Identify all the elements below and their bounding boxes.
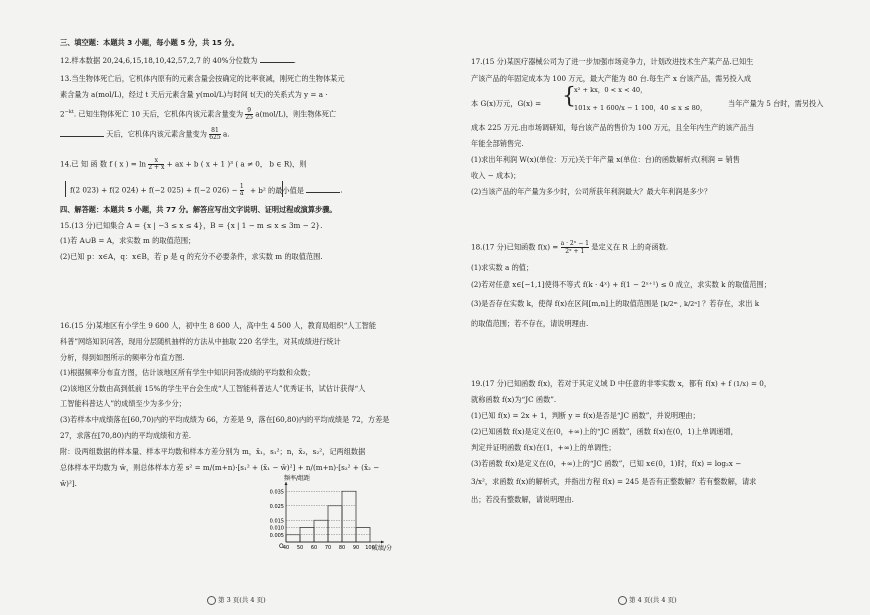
q14-text-d: + b² 的最小值是 [249,185,304,195]
hist-origin: O [279,543,284,550]
q14-fraction: $\frac{x}{2 + x}$ [148,157,165,171]
hist-bar [342,491,356,542]
q13-base: 2 [60,109,65,119]
q17-line4: 成本 225 万元.由市场调研知，每台该产品的售价为 100 万元，且全年内生产的该产品当 [471,123,755,132]
q19-line3: (1)已知 f(x) = 2x + 1，判断 y = f(x)是否是“JC 函数”，并说明理由； [471,411,700,420]
q13-text-e: a. [222,129,230,139]
hist-xtick-label: 50 [296,545,304,551]
q17-case1: x² + kx，0 < x < 40， [574,86,647,94]
q13-line2: 素含量为 a(mol/L)，经过 t 天后元素含量 y(mol/L)与时间 t(天)的关系式为 y = a · [60,90,328,99]
frequency-histogram [268,472,418,554]
hist-y-arrow-icon [285,482,288,485]
footer-mark-icon [207,596,216,605]
answer-blank-14 [306,192,340,193]
q16-line1: 16.(15 分)某地区有小学生 9 600 人，初中生 8 600 人，高中生 4 500 人，教育局组织“人工智能 [60,321,377,330]
q18-line2: (1)求实数 a 的值； [471,263,534,272]
q19-text-b: = 0， [750,379,772,388]
abs-bar-left [65,181,66,197]
q19-text-a: 19.(17 分)已知函数 f(x)，若对于其定义域 D 中任意的非零实数 x，都有 f(x) + f [471,379,732,388]
hist-ytick-label: 0.015 [269,518,284,525]
q16-line11: w̄)²]. [60,479,77,488]
right-page [435,0,870,615]
q16-line5: (2)该地区分数由高到低前 15%的学生平台会生成“人工智能科普达人”优秀证书，试估计获得“人 [60,384,366,393]
section4-header: 四、解答题：本题共 5 小题，共 77 分。解答应写出文字说明、证明过程或演算步骤。 [60,205,337,214]
q16-line3: 分析，得到如图所示的频率分布直方图. [60,353,185,362]
q13-text-b: . 已知生物体死亡 10 天后，它机体内该元素含量变为 [73,109,244,119]
q14-text-a: 14.已 知 函 数 f ( x ) = ln [60,159,147,169]
q17-line3b: 当年产量为 5 台时，需另投入 [728,99,824,108]
q19-line6: (3)若函数 f(x)是定义在(0，+∞)上的“JC 函数”，已知 x∈(0，1)时，f(x) = log₂x − [471,459,742,468]
q19-line1 [471,378,771,390]
q16-line8: 27，求落在[70,80)内的平均成绩和方差. [60,431,192,440]
q19-line4: (2)已知函数 f(x)是定义在(0，+∞)上的“JC 函数”，函数 f(x)在(0，1)上单调递增， [471,427,738,436]
q17-line7: 收入 − 成本)； [471,171,521,180]
q14-text-b: + ax + b ( x + 1 )³ ( a ≠ 0， b ∈ R)，则 [166,159,307,169]
hist-bar [314,520,328,542]
page-footer-right: 第 4 页(共 4 页) [618,595,677,605]
q15-line2: (1)若 A∪B = A，求实数 m 的取值范围； [60,236,196,245]
hist-bar [286,535,300,542]
hist-ytick-label: 0.035 [269,489,284,496]
answer-blank-13 [60,136,104,137]
hist-xtick-label: 100 [365,545,375,551]
q18-line4 [471,298,759,310]
question-12: 12.样本数据 20,24,6,15,18,10,42,57,2,7 的 40%分位数为 . [60,56,296,65]
q13-fraction-9-25: $\frac{9}{25}$ [245,106,253,121]
hist-xlabel: 成绩/分 [372,545,393,552]
q19-line7: 3/x²，求函数 f(x)的解析式，并指出方程 f(x) = 245 是否有正整数解？若有整数解，请求 [471,477,757,486]
q16-line2: 科普”网络知识问答，现用分层随机抽样的方法从中抽取 220 名学生，对其成绩进行统计 [60,337,341,346]
q16-line4: (1)根据频率分布直方图，估计该地区所有学生中知识问答成绩的平均数和众数； [60,368,315,377]
q19-line5: 判定并证明函数 f(x)在(1，+∞)上的单调性； [471,443,616,452]
q14-text-c: f(2 023) + f(2 024) + f(−2 025) + f(−2 026) − [70,185,238,195]
q15-line3: (2)已知 p：x∈A，q：x∈B，若 p 是 q 的充分不必要条件，求实数 m 的取值范围. [60,252,323,261]
q18-text-b: 是定义在 R 上的奇函数. [591,242,669,252]
hist-bar [328,506,342,542]
q17-case2: 101x + 1 600/x − 1 100，40 ≤ x ≤ 80， [574,104,707,112]
q13-text-c: a(mol/L)，则生物体死亡 [255,109,337,119]
q15-line1: 15.(13 分)已知集合 A = {x | −3 ≤ x ≤ 4}，B = {x | 1 − m ≤ x ≤ 3m − 2}. [60,221,323,230]
hist-xtick-label: 40 [282,545,290,551]
answer-blank-12 [260,62,294,63]
q17-line3a: 本 G(x)万元，G(x) = [471,99,542,108]
q19-line2: 就称函数 f(x)为“JC 函数”. [471,395,557,404]
q14-fraction-1-a: $\frac{1}{a}$ [239,183,244,197]
q13-text-d: 天后，它机体内该元素含量变为 [106,129,207,139]
q17-line8: (2)当该产品的年产量为多少时，公司所获年利润最大？最大年利润是多少？ [471,187,712,196]
hist-ytick-label: 0.025 [269,503,284,510]
hist-ytick-label: 0.005 [269,532,284,539]
section3-header: 三、填空题：本题共 3 小题，每小题 5 分，共 15 分。 [60,38,239,47]
q17-line6: (1)求出年利润 W(x)(单位：万元)关于年产量 x(单位：台)的函数解析式(利润 = 销售 [471,155,740,164]
hist-xtick-label: 70 [324,545,332,551]
q17-line5: 年能全部销售完. [471,139,524,148]
q13-fraction-81-625: $\frac{81}{625}$ [209,127,221,141]
q17-line2: 产该产品的年固定成本为 100 万元，最大产能为 80 台.每生产 x 台该产品，需另投入成 [471,74,752,83]
q18-range-set: [k/2ᵐ , k/2ⁿ] [660,300,700,308]
q13-line3 [60,107,336,121]
q16-line10: 总体样本平均数为 w̄，则总体样本方差 s² = m/(m+n)·[s₁² + (x̄₁ − w̄)²] + n/(m+n)·[s₂² + (x̄₂ − [60,463,380,472]
q16-line9: 附：设两组数据的样本量、样本平均数和样本方差分别为 m，x̄₁，s₁²；n，x̄₂，s₂²，记两组数据 [60,447,366,456]
q17-line1: 17.(15 分)某医疗器械公司为了进一步加强市场竞争力，计划改进技术生产某产品.已知生 [471,57,754,66]
q18-text-a: 18.(17 分)已知函数 f(x) = [471,242,559,252]
q18-line5: 的取值范围；若不存在，请说明理由. [471,319,589,328]
q18-text-d: ？若存在，求出 k [702,299,760,308]
footer-mark-icon [618,596,627,605]
q18-text-c: (3)是否存在实数 k，使得 f(x)在区间[m,n]上的取值范围是 [471,299,659,308]
hist-bar [356,528,370,543]
page-footer-left: 第 3 页(共 4 页) [207,595,266,605]
q13-line4 [60,128,230,141]
q14-line1 [60,158,306,171]
hist-xtick-label: 90 [352,545,360,551]
q13-exponent: −kt [64,109,74,115]
hist-xtick-label: 60 [310,545,318,551]
q19-line8: 出；若没有整数解，请说明理由. [471,495,574,504]
hist-xtick-label: 80 [338,545,346,551]
q18-fraction: $\frac{\text{a · 2ˣ − 1}}{\text{2ˣ + 1}}$ [560,240,589,255]
q17-brace: { [562,84,576,109]
q16-line7: (3)若样本中成绩落在[60,70)内的平均成绩为 66，方差是 9，落在[60,80)内的平均成绩是 72，方差是 [60,415,390,424]
hist-ylabel: 频率/组距 [284,475,311,482]
q12-text: 12.样本数据 20,24,6,15,18,10,42,57,2,7 的 40%分位数为 [60,56,258,65]
q19-fraction: (1/x) [733,380,749,388]
q16-line6: 工智能科普达人”的成绩至少为多少分； [60,399,186,408]
q18-line3: (2)若对任意 x∈[−1,1]使得不等式 f(k · 4ˣ) + f(1 − 2ˣ⁺¹) ≤ 0 成立，求实数 k 的取值范围； [471,280,771,289]
hist-ytick-label: 0.010 [269,525,284,532]
q13-line1: 13.当生物体死亡后，它机体内原有的元素含量会按确定的比率衰减，刚死亡的生物体某元 [60,74,345,83]
q14-line2: f(2 023) + f(2 024) + f(−2 025) + f(−2 026) − $\frac{1}{a}$ + b² 的最小值是 . [70,183,343,197]
hist-x-arrow-icon [381,541,384,544]
q18-line1 [471,240,668,255]
